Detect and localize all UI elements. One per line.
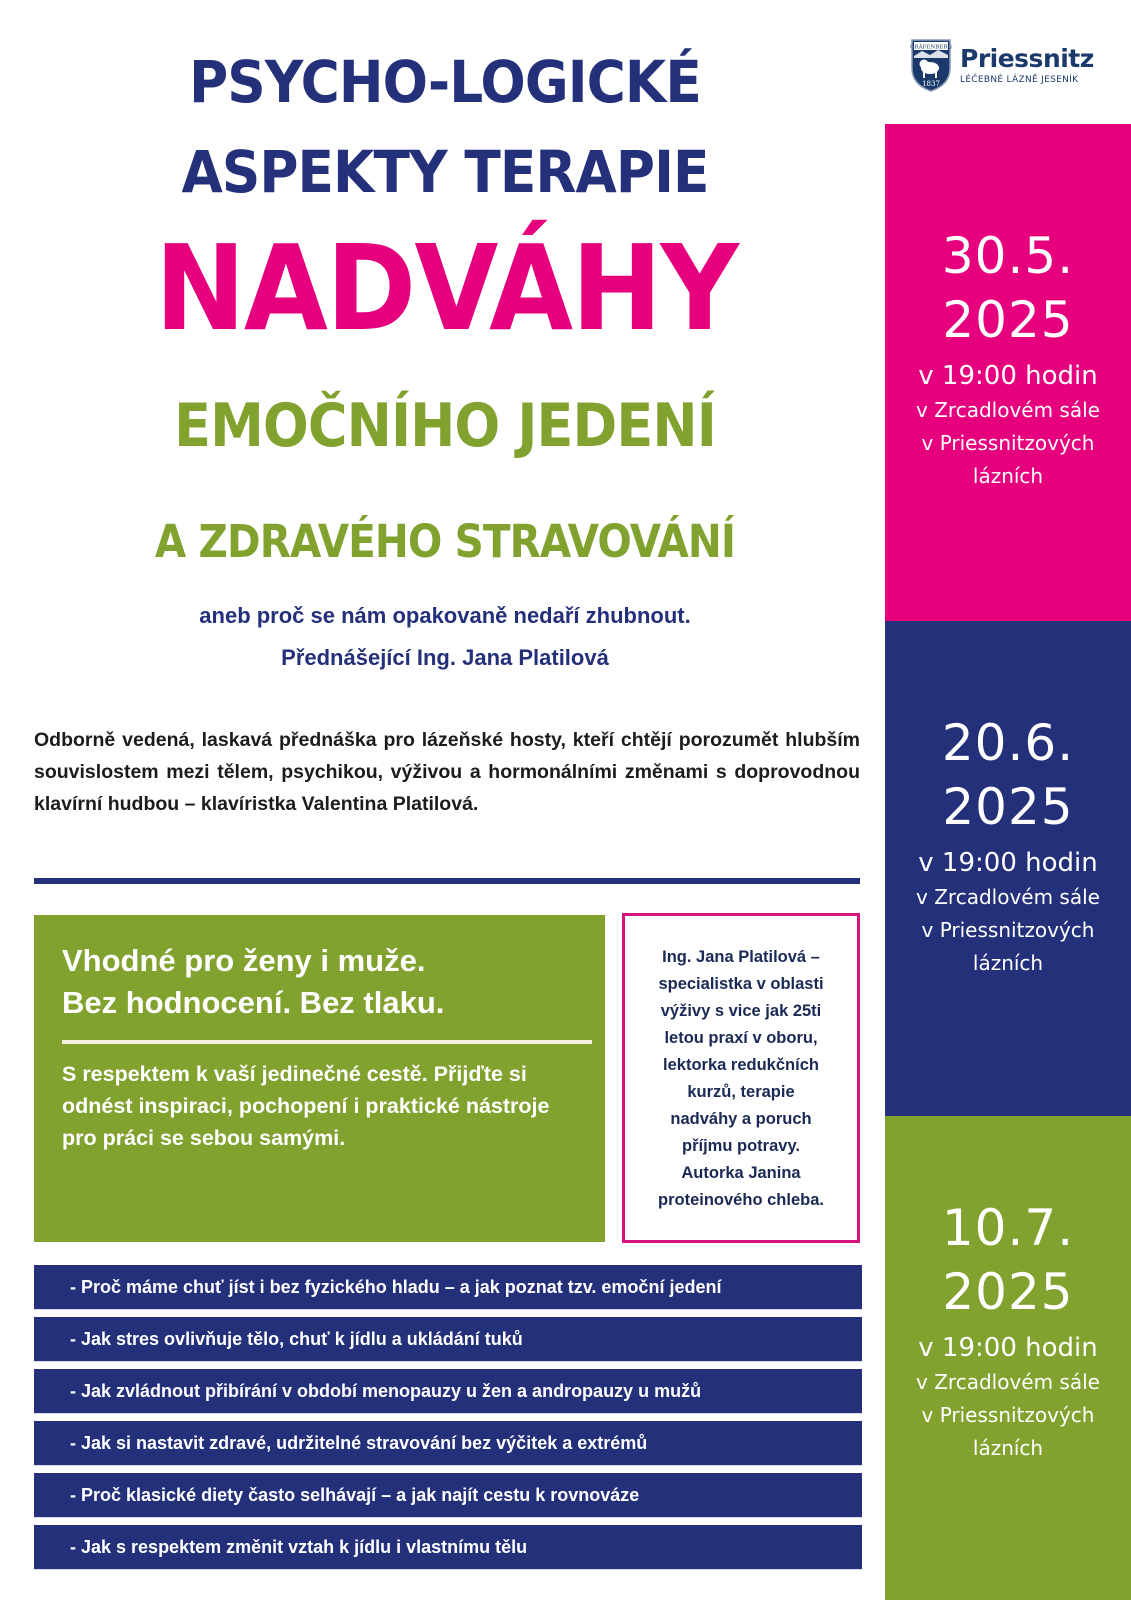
logo-tagline: LÉČEBNÉ LÁZNĚ JESENÍK [960,75,1079,85]
lecturer-bio-box [622,913,860,1243]
subtitle-tagline: aneb proč se nám opakovaně nedaří zhubnout. [199,603,691,628]
event-place: v Priessnitzových [921,431,1095,455]
svg-text:1837: 1837 [922,80,940,88]
event-place: v Zrcadlovém sále [916,398,1100,422]
topic-item: - Proč máme chuť jíst i bez fyzického hladu – a jak poznat tzv. emoční jedení [34,1265,862,1309]
audience-divider [62,1040,592,1044]
topic-item: - Jak zvládnout přibírání v období menopauzy u žen a andropauzy u mužů [34,1369,862,1413]
event-year: 2025 [942,291,1074,349]
bio-line: příjmu potravy. [682,1137,800,1155]
bio-line: specialistka v oblasti [658,975,824,993]
event-time: v 19:00 hodin [918,848,1098,878]
event-year: 2025 [942,1263,1074,1321]
topics-list [34,1265,862,1577]
audience-box [34,915,605,1242]
bio-line: proteinového chleba. [658,1191,824,1209]
event-place: v Zrcadlovém sále [916,885,1100,909]
event-date: 20.6. [941,714,1075,772]
event-place: v Zrcadlovém sále [916,1370,1100,1394]
bio-line: nadváhy a poruch [670,1110,812,1128]
topic-item: - Proč klasické diety často selhávají – a jak najít cestu k rovnováze [34,1473,862,1517]
event-card-2 [885,621,1131,1116]
topic-item: - Jak si nastavit zdravé, udržitelné stravování bez výčitek a extrémů [34,1421,862,1465]
topic-item: - Jak stres ovlivňuje tělo, chuť k jídlu a ukládání tuků [34,1317,862,1361]
bio-line: letou praxí v oboru, [664,1029,818,1047]
event-date: 30.5. [941,227,1075,285]
bio-line: výživy s vice jak 25ti [660,1002,822,1020]
bio-line: kurzů, terapie [687,1083,795,1101]
event-time: v 19:00 hodin [918,1333,1098,1363]
event-time: v 19:00 hodin [918,361,1098,391]
intro-paragraph: Odborně vedená, laskavá přednáška pro lázeňské hosty, kteří chtějí porozumět hlubším souvislostem mezi tělem, psychikou, výživou a hormonálními změnami s doprovodnou klavírní hudbou – klavíristka Valentina Platilová. [34,729,860,815]
audience-heading-1: Vhodné pro ženy i muže. [62,943,426,978]
section-divider [34,878,860,884]
title-line-5: A ZDRAVÉHO STRAVOVÁNÍ [154,515,736,568]
title-line-4: EMOČNÍHO JEDENÍ [174,391,716,461]
title-line-3: NADVÁHY [154,219,738,357]
bio-line: Autorka Janina [681,1164,801,1182]
title-line-1: PSYCHO-LOGICKÉ [189,48,701,116]
audience-heading-2: Bez hodnocení. Bez tlaku. [62,985,445,1020]
event-place: v Priessnitzových [921,1403,1095,1427]
logo-brand: Priessnitz [960,44,1094,73]
event-place: lázních [972,464,1044,488]
event-place: lázních [972,951,1044,975]
event-card-3 [885,1116,1131,1600]
title-line-2: ASPEKTY TERAPIE [181,138,709,206]
shield-lion-icon [910,38,952,92]
audience-body: S respektem k vaší jedinečné cestě. Přijďte si odnést inspiraci, pochopení i praktické nástroje pro práci se sebou samými. [62,1062,550,1150]
bio-line: lektorka redukčních [663,1056,819,1074]
bio-line: Ing. Jana Platilová – [662,948,820,966]
event-place: lázních [972,1436,1044,1460]
topic-item: - Jak s respektem změnit vztah k jídlu i vlastnímu tělu [34,1525,862,1569]
priessnitz-logo [910,38,1094,92]
subtitle-lecturer: Přednášející Ing. Jana Platilová [281,645,609,670]
event-date: 10.7. [941,1199,1075,1257]
event-place: v Priessnitzových [921,918,1095,942]
svg-text:GRÄFENBERG: GRÄFENBERG [910,44,952,51]
event-card-1 [885,124,1131,621]
event-year: 2025 [942,778,1074,836]
